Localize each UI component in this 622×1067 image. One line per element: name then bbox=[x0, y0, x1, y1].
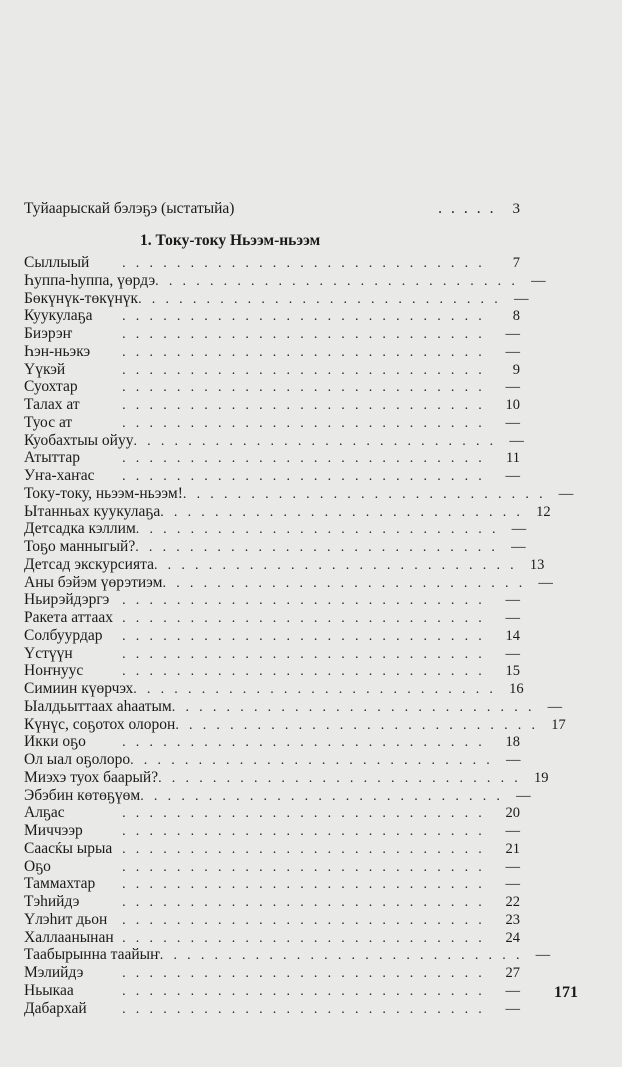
toc-entry bbox=[24, 414, 520, 432]
toc-entry-title: Тэһийдэ bbox=[24, 893, 80, 910]
toc-entry-title: Ньыкаа bbox=[24, 981, 74, 999]
leader-dots: ........................... bbox=[122, 344, 492, 360]
leader-dots: ........................... bbox=[153, 557, 524, 573]
toc-entry-page: — bbox=[505, 610, 520, 626]
page-number: 171 bbox=[554, 984, 578, 1001]
toc-intro-title: Туйаарыскай бэлэҕэ (ыстатыйа) bbox=[24, 200, 235, 217]
leader-dots: ........................... bbox=[122, 895, 492, 910]
toc-entry bbox=[24, 254, 520, 272]
toc-entry-title: Оҕо bbox=[24, 857, 51, 875]
toc-entry bbox=[24, 858, 520, 876]
toc-entry-page: — bbox=[505, 468, 520, 484]
leader-dots: ........................... bbox=[133, 682, 504, 697]
toc-entry-title: Сыллыый bbox=[24, 254, 90, 271]
toc-entry-page: — bbox=[505, 876, 520, 893]
toc-entry-page: — bbox=[509, 432, 524, 449]
leader-dots: ........................... bbox=[133, 433, 504, 449]
leader-dots: ........................... bbox=[138, 291, 508, 307]
toc-entry-page: 11 bbox=[506, 450, 520, 467]
leader-dots: ........................... bbox=[122, 664, 492, 680]
leader-dots: ..... bbox=[438, 200, 503, 217]
toc-entry-title: Тоҕо манныгый? bbox=[24, 538, 136, 555]
toc-entry-page: 16 bbox=[509, 681, 524, 697]
toc-entry-title: Куобахтыы ойуу bbox=[24, 431, 134, 449]
leader-dots: ........................... bbox=[122, 841, 492, 857]
toc-entry bbox=[24, 893, 520, 911]
leader-dots: ........................... bbox=[122, 256, 492, 271]
toc-entry-title: Бөкүнүк-төкүнүк bbox=[24, 289, 139, 307]
toc-intro-entry bbox=[24, 199, 520, 219]
toc-entry bbox=[24, 307, 520, 325]
toc-entry-page: — bbox=[513, 290, 529, 307]
toc-entry bbox=[24, 822, 520, 840]
toc-entry-title: Суохтар bbox=[24, 378, 78, 396]
toc-entry-page: 24 bbox=[505, 929, 520, 946]
toc-entry-page: — bbox=[558, 485, 574, 502]
toc-entry-page: — bbox=[531, 272, 546, 289]
toc-entry-page: — bbox=[511, 539, 526, 555]
toc-entry bbox=[24, 1000, 520, 1018]
toc-entry bbox=[24, 946, 551, 964]
section-heading: 1. Току-току Ньээм-ньээм bbox=[140, 232, 321, 249]
toc-entry-title: Һуппа-һуппа, үөрдэ bbox=[24, 271, 156, 289]
toc-entry bbox=[24, 325, 520, 343]
toc-entry-page: — bbox=[506, 752, 521, 768]
leader-dots: ........................... bbox=[122, 611, 492, 626]
toc-entry-page: — bbox=[505, 379, 520, 396]
leader-dots: ........................... bbox=[122, 415, 492, 431]
toc-entry bbox=[24, 396, 520, 414]
toc-entry-page: 17 bbox=[551, 716, 566, 733]
toc-entry-page: 22 bbox=[505, 894, 520, 910]
toc-entry-page: 14 bbox=[505, 627, 520, 644]
leader-dots: ........................... bbox=[171, 699, 542, 715]
toc-entry bbox=[24, 982, 520, 1000]
toc-entry-page: — bbox=[505, 343, 520, 360]
toc-entry bbox=[24, 520, 527, 538]
toc-entry-title: Үстүүн bbox=[24, 644, 73, 662]
toc-entry-page: 9 bbox=[512, 361, 520, 378]
leader-dots: ........................... bbox=[122, 398, 492, 413]
toc-entry-title: Симиин күөрчэх bbox=[24, 680, 134, 697]
toc-entry-page: — bbox=[511, 521, 527, 538]
toc-entry-title: Ыалдьыттаах аһаатым bbox=[24, 697, 172, 715]
leader-dots: ........................... bbox=[182, 486, 553, 502]
toc-entry bbox=[24, 555, 545, 574]
toc-entry-title: Ол ыал оҕолоро bbox=[24, 751, 131, 768]
toc-entry-title: Ньирэйдэргэ bbox=[24, 591, 110, 609]
toc-entry bbox=[24, 627, 520, 645]
leader-dots: ........................... bbox=[122, 309, 492, 325]
toc-entry bbox=[24, 645, 520, 663]
toc-entry-title: Талах ат bbox=[24, 396, 80, 413]
leader-dots: ........................... bbox=[122, 593, 492, 609]
toc-entry bbox=[24, 715, 566, 734]
toc-entry-title: Дабархай bbox=[24, 999, 87, 1017]
leader-dots: ........................... bbox=[159, 948, 530, 964]
toc-entry-page: 18 bbox=[505, 734, 520, 751]
leader-dots: ........................... bbox=[155, 273, 526, 289]
toc-entry-title: Үлэһит дьон bbox=[24, 910, 108, 928]
leader-dots: ........................... bbox=[122, 966, 492, 981]
toc-entry-title: Аны бэйэм үөрэтиэм bbox=[24, 573, 163, 591]
leader-dots: ........................... bbox=[122, 930, 492, 946]
toc-entry-page: 19 bbox=[534, 769, 549, 786]
leader-dots: ........................... bbox=[122, 983, 492, 999]
leader-dots: ........................... bbox=[122, 327, 492, 342]
toc-entry bbox=[24, 964, 520, 982]
toc-entry-page: — bbox=[505, 414, 520, 431]
toc-entry bbox=[24, 680, 524, 698]
toc-entry bbox=[24, 361, 520, 379]
leader-dots: ........................... bbox=[122, 877, 492, 893]
toc-entry-page: 27 bbox=[505, 965, 520, 981]
toc-entry-title: Биэрэҥ bbox=[24, 325, 73, 342]
toc-entry-title: Ноҥнуус bbox=[24, 662, 84, 680]
toc-entry bbox=[24, 768, 549, 787]
toc-entry-title: Туос ат bbox=[24, 413, 73, 431]
toc-entry-page: 8 bbox=[512, 308, 520, 325]
toc-entry bbox=[24, 378, 520, 396]
toc-entry bbox=[24, 591, 520, 609]
toc-entry-title: Миэхэ туох баарый? bbox=[24, 768, 159, 786]
toc-entry bbox=[24, 609, 520, 627]
toc-entry-title: Эбэбин көтөҕүөм bbox=[24, 786, 141, 804]
toc-entry bbox=[24, 929, 520, 947]
toc-entry bbox=[24, 697, 563, 716]
leader-dots: ........................... bbox=[122, 912, 492, 928]
toc-entry-title: Куукулаҕа bbox=[24, 307, 93, 325]
toc-entry bbox=[24, 484, 574, 503]
leader-dots: ........................... bbox=[122, 1001, 492, 1017]
toc-entry-title: Детсадка кэллим bbox=[24, 520, 136, 538]
leader-dots: ........................... bbox=[135, 540, 506, 555]
leader-dots: ........................... bbox=[122, 628, 492, 644]
toc-entry-page: 15 bbox=[505, 663, 520, 680]
toc-entry bbox=[24, 751, 520, 769]
toc-entry-title: Миччээр bbox=[24, 822, 83, 839]
toc-entry-title: Ракета аттаах bbox=[24, 609, 113, 626]
toc-entry bbox=[24, 840, 520, 858]
leader-dots: ........................... bbox=[130, 753, 501, 768]
toc-intro-page: 3 bbox=[512, 201, 520, 217]
toc-entry-title: Детсад экскурсията bbox=[24, 555, 154, 573]
toc-entry bbox=[24, 502, 551, 521]
toc-entry-page: — bbox=[505, 858, 520, 875]
toc-entry bbox=[24, 733, 520, 751]
leader-dots: ........................... bbox=[122, 735, 492, 751]
toc-entry-title: Халлаанынан bbox=[24, 928, 114, 946]
toc-entry-page: — bbox=[505, 823, 520, 839]
toc-entry bbox=[24, 804, 520, 822]
toc-entry-page: — bbox=[516, 787, 531, 804]
toc-entry bbox=[24, 875, 520, 893]
toc-entry-title: Атыттар bbox=[24, 449, 80, 467]
toc-entry bbox=[24, 271, 546, 290]
toc-entry-title: Үүкэй bbox=[24, 360, 66, 378]
leader-dots: ........................... bbox=[122, 451, 492, 467]
toc-entry-title: Ытанньах куукулаҕа bbox=[24, 502, 161, 520]
toc-entry bbox=[24, 573, 553, 592]
toc-entry-page: 21 bbox=[505, 840, 520, 857]
leader-dots: ........................... bbox=[122, 380, 492, 396]
leader-dots: ........................... bbox=[122, 646, 492, 662]
toc-entry bbox=[24, 431, 524, 450]
toc-entry-title: Таабырынна таайыҥ bbox=[24, 946, 160, 964]
toc-entry-page: — bbox=[505, 645, 520, 662]
toc-entry-page: — bbox=[505, 326, 520, 342]
toc-entry-title: Алҕас bbox=[24, 804, 65, 822]
toc-entry bbox=[24, 467, 520, 485]
leader-dots: ........................... bbox=[140, 788, 511, 804]
toc-entry-page: — bbox=[505, 1000, 520, 1017]
toc-entry-page: 10 bbox=[505, 397, 520, 413]
leader-dots: ........................... bbox=[122, 362, 492, 378]
toc-entry bbox=[24, 662, 520, 680]
toc-entry-page: — bbox=[538, 574, 553, 591]
leader-dots: ........................... bbox=[122, 469, 492, 484]
toc-entry bbox=[24, 911, 520, 929]
toc-entry-title: Һэн-ньэкэ bbox=[24, 342, 91, 360]
toc-entry-title: Икки оҕо bbox=[24, 733, 86, 751]
leader-dots: ........................... bbox=[122, 824, 492, 839]
toc-entry-title: Уҥа-хаҥас bbox=[24, 467, 95, 484]
leader-dots: ........................... bbox=[158, 770, 529, 786]
toc-entry-page: — bbox=[535, 947, 551, 964]
toc-entry-title: Саасќы ырыа bbox=[24, 839, 113, 857]
toc-entry-title: Күнүс, соҕотох олорон bbox=[24, 715, 176, 733]
leader-dots: ........................... bbox=[135, 522, 506, 538]
toc-entry-title: Солбуурдар bbox=[24, 626, 103, 644]
toc-entry-page: — bbox=[547, 698, 563, 715]
toc-entry-title: Таммахтар bbox=[24, 875, 96, 893]
toc-entry-page: 13 bbox=[529, 556, 545, 573]
toc-entry-page: — bbox=[505, 982, 520, 999]
toc-entry-page: 12 bbox=[536, 503, 551, 520]
toc-entry-page: 7 bbox=[512, 255, 520, 271]
leader-dots: ........................... bbox=[160, 504, 531, 520]
leader-dots: ........................... bbox=[122, 859, 492, 875]
toc-entry-title: Мэлийдэ bbox=[24, 964, 84, 981]
toc-entry-page: 23 bbox=[505, 911, 520, 928]
leader-dots: ........................... bbox=[175, 717, 546, 733]
toc-entry bbox=[24, 289, 529, 308]
toc-entry-title: Току-току, ньээм-ньээм! bbox=[24, 484, 183, 502]
toc-entry bbox=[24, 343, 520, 361]
toc-entry bbox=[24, 786, 531, 805]
leader-dots: ........................... bbox=[162, 575, 533, 591]
toc-entry-page: 20 bbox=[505, 805, 520, 822]
leader-dots: ........................... bbox=[122, 806, 492, 822]
toc-entry bbox=[24, 449, 520, 467]
toc-entry bbox=[24, 538, 526, 556]
toc-entry-page: — bbox=[505, 592, 520, 609]
